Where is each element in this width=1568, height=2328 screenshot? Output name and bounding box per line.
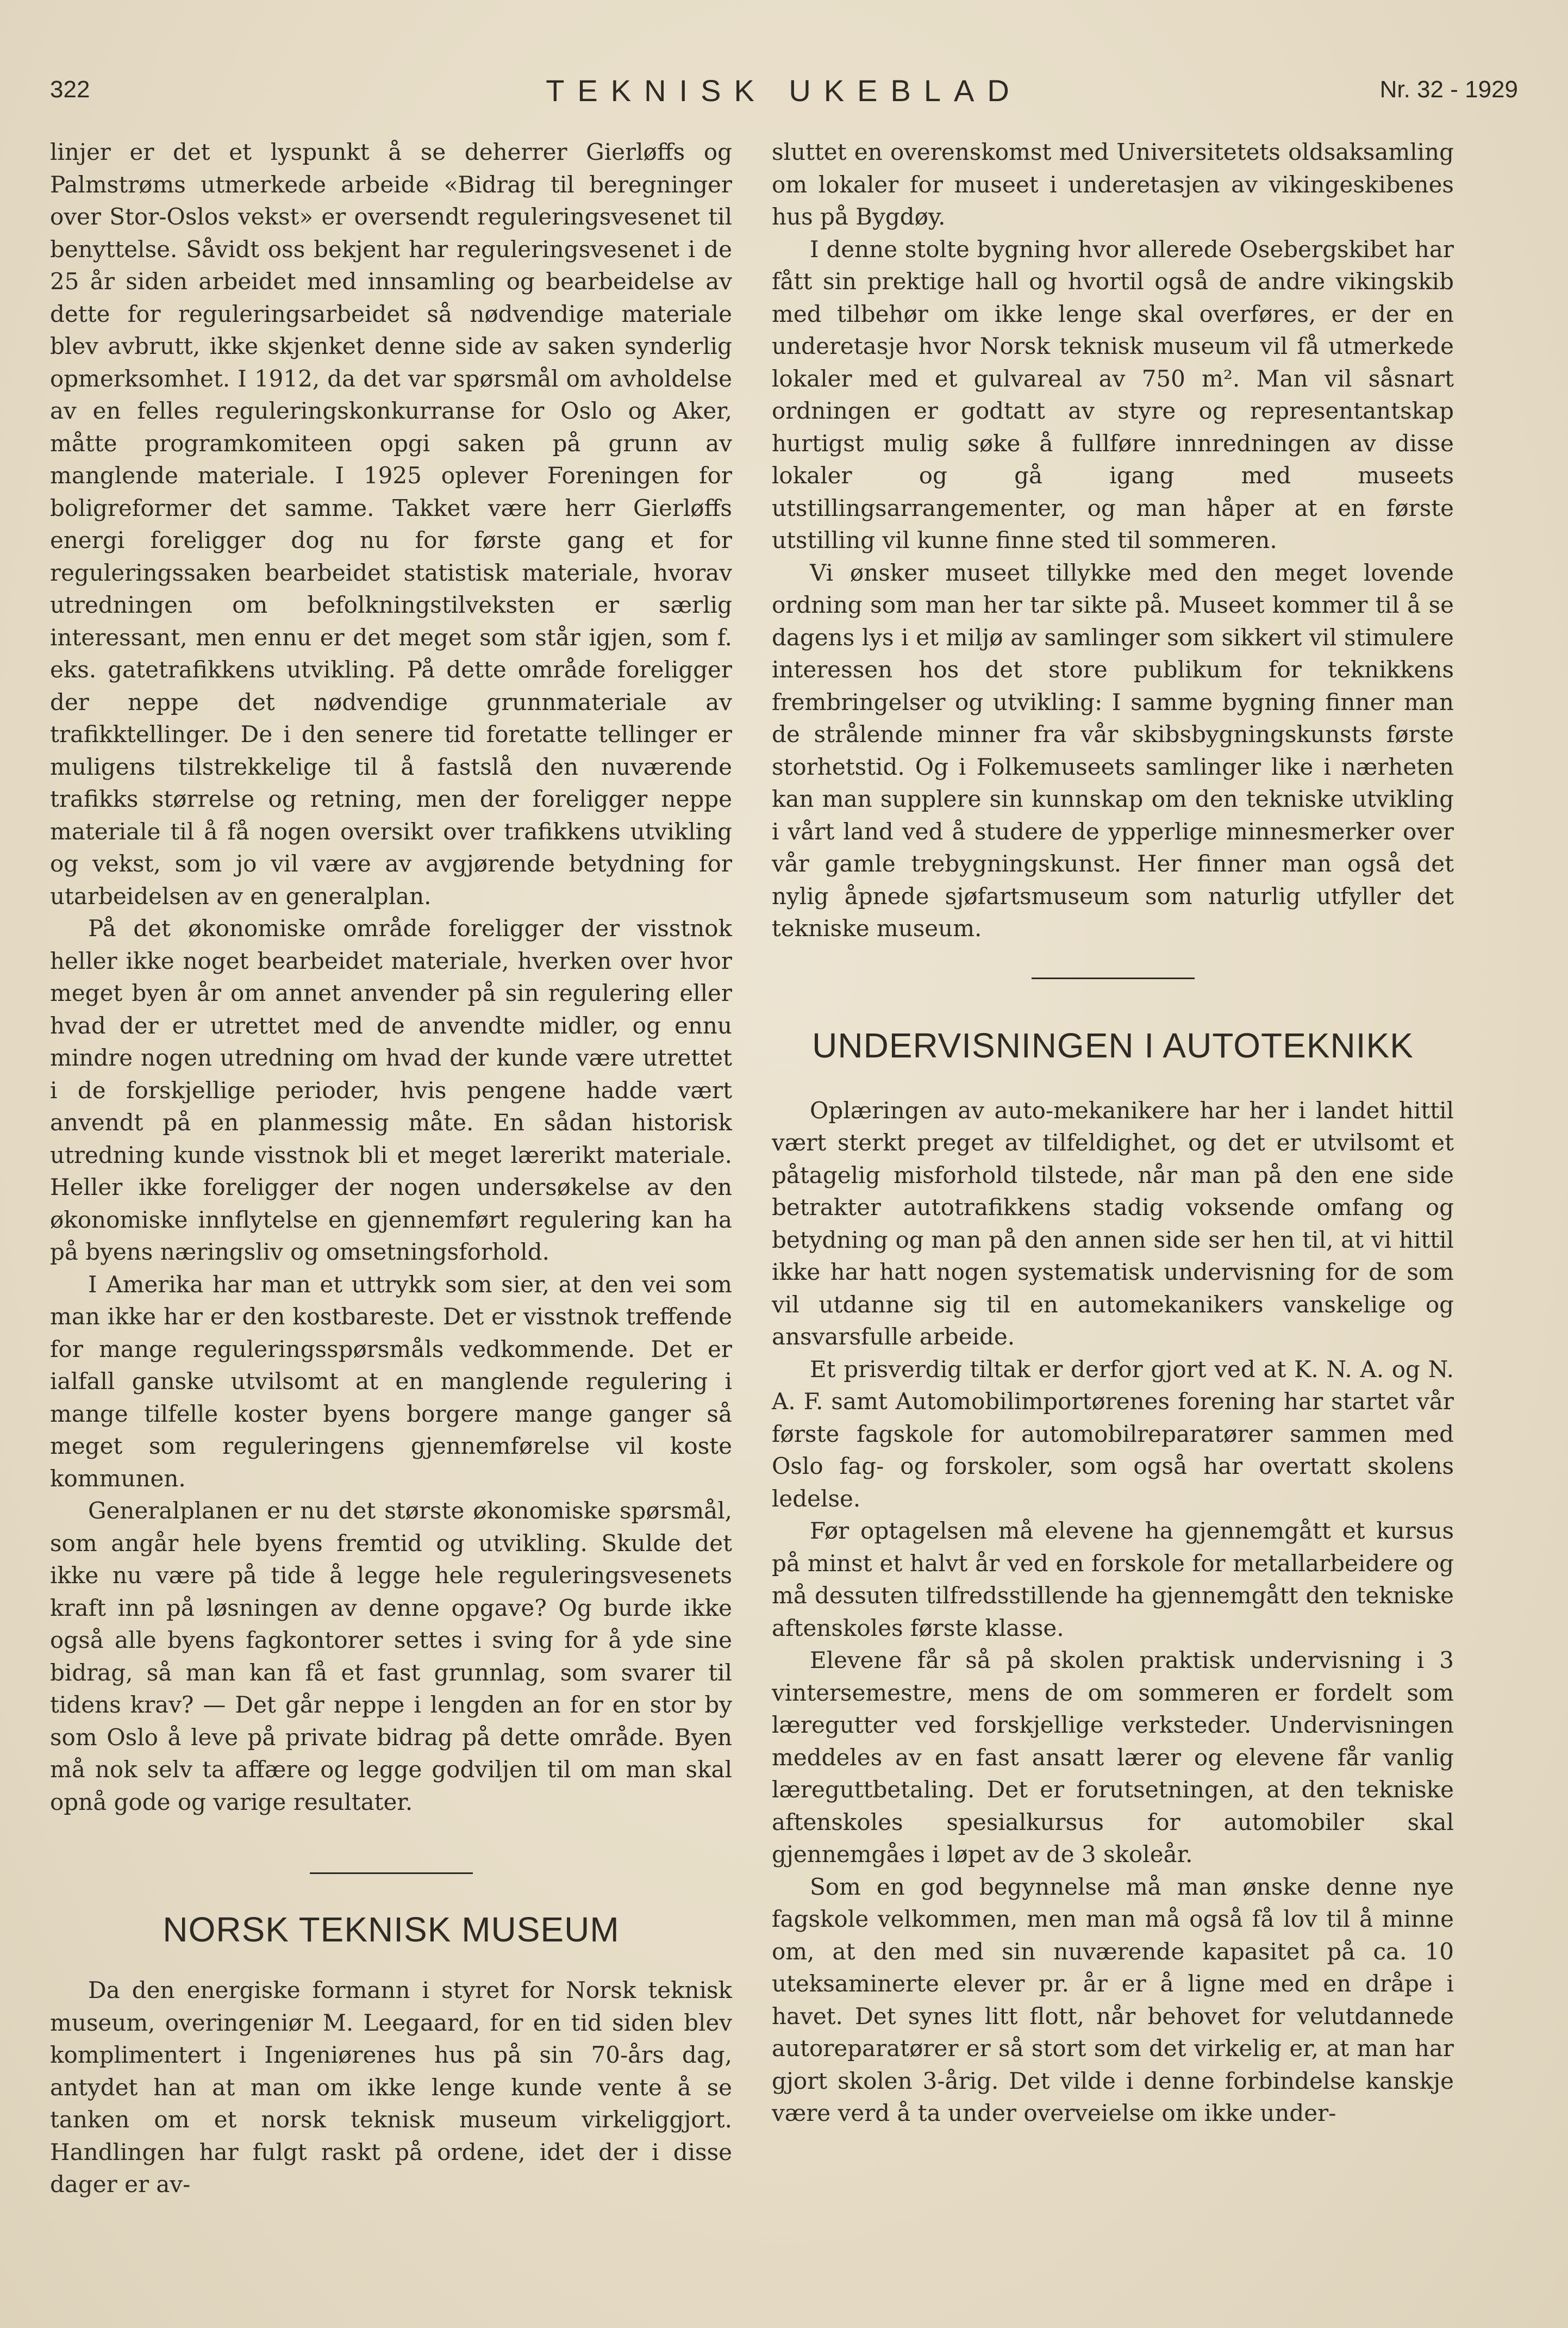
right-column (772, 136, 1454, 2130)
journal-title: TEKNISK UKEBLAD (546, 73, 1022, 108)
paragraph: I denne stolte bygning hvor allerede Osebergskibet har fått sin prektige hall og hvortil også de andre vikingskib med tilbehør om ikke lenge skal overføres, er der en underetasje hvor Norsk teknisk museum vil få utmerkede lokaler med et gulvareal av 750 m². Man vil såsnart ordningen er godtatt av styre og representantskap hurtigst mulig søke å fullføre innredningen av disse lokaler og gå igang med museets utstillingsarrangementer, og man håper at en første utstilling vil kunne finne sted til sommeren. (772, 235, 1454, 553)
paragraph: Vi ønsker museet tillykke med den meget lovende ordning som man her tar sikte på. Museet kommer til å se dagens lys i et miljø av samlinger som sikkert vil stimulere interessen hos det store publikum for teknikkens frembringelser og utvikling: I samme bygning finner man de strålende minner fra vår skibsbygningskunsts første storhetstid. Og i Folkemuseets samlinger like i nærheten kan man supplere sin kunnskap om den tekniske utvikling i vårt land ved å studere de ypperlige minnesmerker over vår gamle trebygningskunst. Her finner man også det nylig åpnede sjøfartsmuseum som naturlig utfyller det tekniske museum. (772, 559, 1454, 942)
paragraph: Generalplanen er nu det største økonomiske spørsmål, som angår hele byens fremtid og utvikling. Skulde det ikke nu være på tide å legge hele reguleringsvesenets kraft inn på løsningen av denne opgave? Og burde ikke også alle byens fagkontorer settes i sving for å yde sine bidrag, så man kan få et fast grunnlag, som svarer til tidens krav? — Det går neppe i lengden an for en stor by som Oslo å leve på private bidrag på dette område. Byen må nok selv ta affære og legge godviljen til om man skal opnå gode og varige resultater. (50, 1497, 732, 1815)
page-number: 322 (50, 76, 90, 103)
section-divider (310, 1872, 473, 1874)
paragraph: linjer er det et lyspunkt å se deherrer Gierløffs og Palmstrøms utmerkede arbeide «Bidrag til beregninger over Stor-Oslos vekst» er oversendt reguleringsvesenet til benyttelse. Såvidt oss bekjent har reguleringsvesenet i de 25 år siden arbeidet med innsamling og bearbeidelse av dette for reguleringsarbeidet så nødvendige materiale blev avbrutt, ikke skjenket denne side av saken synderlig opmerksomhet. I 1912, da det var spørsmål om avholdelse av en felles reguleringskonkurranse for Oslo og Aker, måtte programkomiteen opgi saken på grunn av manglende materiale. I 1925 oplever Foreningen for boligreformer det samme. Takket være herr Gierløffs energi foreligger dog nu for første gang et for reguleringssaken bearbeidet statistisk materiale, hvorav utredningen om befolkningstilveksten er særlig interessant, men ennu er det meget som står igjen, som f. eks. gatetrafikkens utvikling. På dette område foreligger der neppe det nødvendige grunnmateriale av trafikktellinger. De i den senere tid foretatte tellinger er muligens tilstrekkelige til å fastslå den nuværende trafikks størrelse og retning, men der foreligger neppe materiale til å få nogen oversikt over trafikkens utvikling og vekst, som jo vil være av avgjørende betydning for utarbeidelsen av en generalplan. (50, 139, 732, 910)
section-divider (1032, 978, 1195, 979)
paragraph: Før optagelsen må elevene ha gjennemgått et kursus på minst et halvt år ved en forskole for metallarbeidere og må dessuten tilfredsstillende ha gjennemgått den tekniske aftenskoles første klasse. (772, 1517, 1454, 1641)
paragraph: Et prisverdig tiltak er derfor gjort ved at K. N. A. og N. A. F. samt Automobilimportørenes forening har startet vår første fagskole for automobilreparatører sammen med Oslo fag- og forskoler, som også har overtatt skolens ledelse. (772, 1355, 1454, 1512)
paragraph: Da den energiske formann i styret for Norsk teknisk museum, overingeniør M. Leegaard, for en tid siden blev komplimentert i Ingeniørenes hus på sin 70-års dag, antydet han at man om ikke lenge kunde vente å se tanken om et norsk teknisk museum virkeliggjort. Handlingen har fulgt raskt på ordene, idet der i disse dager er av- (50, 1977, 732, 2198)
page-header (50, 73, 1518, 114)
museum-heading: NORSK TEKNISK MUSEUM (163, 1910, 620, 1949)
paragraph: Som en god begynnelse må man ønske denne nye fagskole velkommen, men man må også få lov til å minne om, at den med sin nuværende kapasitet på ca. 10 uteksaminerte elever pr. år er å ligne med en dråpe i havet. Det synes litt flott, når behovet for velutdannede autoreparatører er så stort som det virkelig er, at man har gjort skolen 3-årig. Det vilde i denne forbindelse kanskje være verd å ta under overveielse om ikke under- (772, 1873, 1454, 2126)
auto-heading: UNDERVISNINGEN I AUTOTEKNIKK (812, 1025, 1414, 1065)
paragraph: sluttet en overenskomst med Universitetets oldsaksamling om lokaler for museet i underetasjen av vikingeskibenes hus på Bygdøy. (772, 139, 1454, 230)
issue-number: Nr. 32 - 1929 (1379, 76, 1518, 103)
left-column (50, 136, 732, 2201)
paragraph: Elevene får så på skolen praktisk undervisning i 3 vintersemestre, mens de om sommeren er fordelt som læregutter ved forskjellige verksteder. Undervisningen meddeles av en fast ansatt lærer og elevene får vanlig læreguttbetaling. Det er forutsetningen, at den tekniske aftenskoles spesialkursus for automobiler skal gjennemgåes i løpet av de 3 skoleår. (772, 1647, 1454, 1868)
paragraph: På det økonomiske område foreligger der visstnok heller ikke noget bearbeidet materiale, hverken over hvor meget byen år om annet anvender på sin regulering eller hvad der er utrettet med de anvendte midler, og ennu mindre nogen utredning om hvad der kunde være utrettet i de forskjellige perioder, hvis pengene hadde vært anvendt på en planmessig måte. En sådan historisk utredning kunde visstnok bli et meget lærerikt materiale. Heller ikke foreligger der nogen undersøkelse av den økonomiske innflytelse en gjennemført regulering kan ha på byens næringsliv og omsetningsforhold. (50, 915, 732, 1265)
paragraph: Oplæringen av auto-mekanikere har her i landet hittil vært sterkt preget av tilfeldighet, og det er utvilsomt et påtagelig misforhold tilstede, når man på den ene side betrakter autotrafikkens stadig voksende omfang og betydning og man på den annen side ser hen til, at vi hittil ikke har hatt nogen systematisk undervisning for de som vil utdanne sig til en automekanikers vanskelige og ansvarsfulle arbeide. (772, 1097, 1454, 1350)
paragraph: I Amerika har man et uttrykk som sier, at den vei som man ikke har er den kostbareste. Det er visstnok treffende for mange reguleringsspørsmåls vedkommende. Det er ialfall ganske utvilsomt at en manglende regulering i mange tilfelle koster byens borgere mange ganger så meget som reguleringens gjennemførelse vil koste kommunen. (50, 1271, 732, 1492)
